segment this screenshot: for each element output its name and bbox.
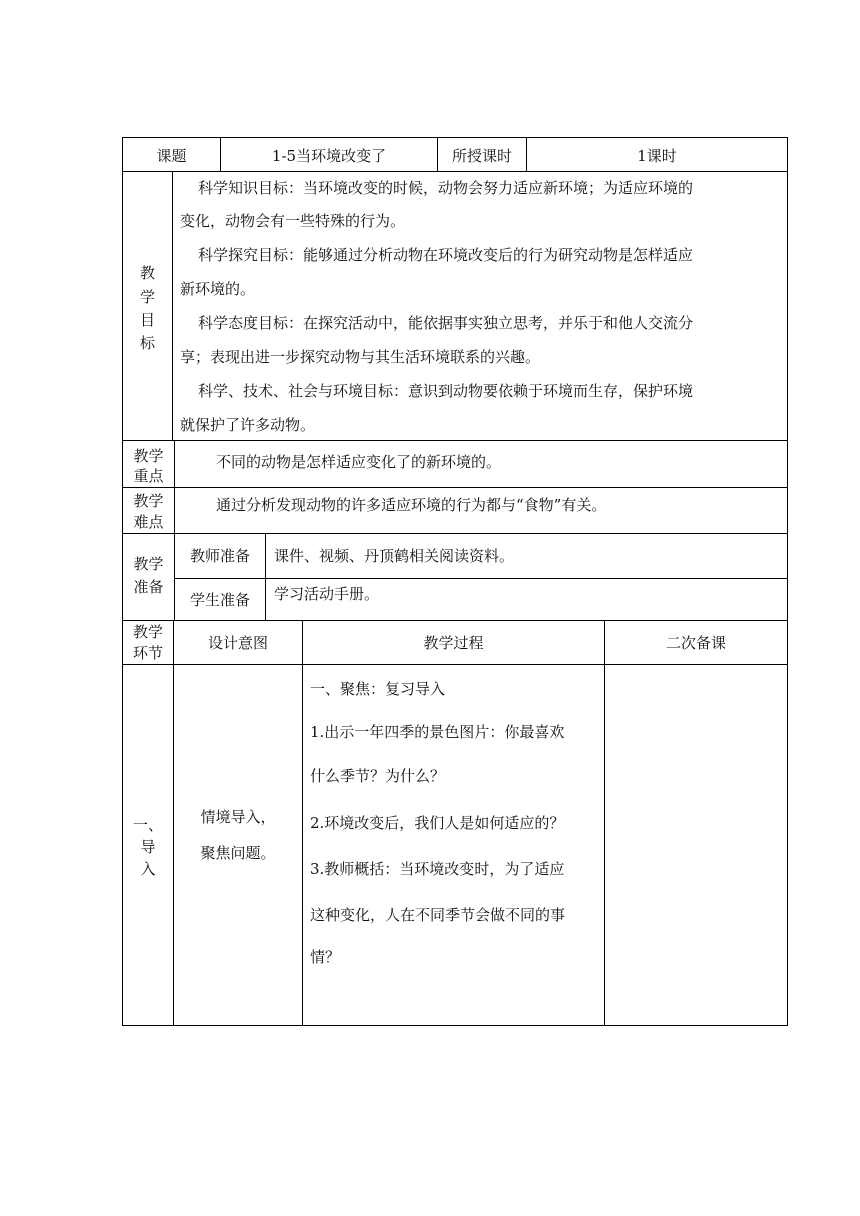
table-border-bottom [122, 1025, 788, 1026]
objectives-label-char: 学 [139, 288, 155, 306]
stage-name: 导 [140, 838, 156, 856]
design-intent: 聚焦问题。 [200, 844, 276, 862]
stage-header: 环节 [132, 644, 163, 662]
process-line: 情？ [310, 948, 341, 966]
objective-line: 科学态度目标：在探究活动中，能依据事实独立思考，并乐于和他人交流分 [198, 314, 694, 332]
process-line: 1.出示一年四季的景色图片：你最喜欢 [310, 723, 565, 741]
process-line: 一、聚焦：复习导入 [310, 680, 446, 698]
table-border-right [787, 137, 788, 1026]
design-header: 设计意图 [207, 634, 268, 652]
key-point-text: 不同的动物是怎样适应变化了的新环境的。 [216, 453, 502, 471]
col-line [302, 620, 303, 1026]
difficulty-label: 难点 [133, 513, 164, 531]
objective-line: 就保护了许多动物。 [180, 416, 316, 434]
table-border-top [122, 137, 788, 138]
student-prep-text: 学习活动手册。 [274, 585, 380, 603]
key-point-label: 重点 [133, 467, 164, 485]
difficulty-text: 通过分析发现动物的许多适应环境的行为都与“食物”有关。 [216, 496, 607, 514]
teacher-prep-text: 课件、视频、丹顶鹤相关阅读资料。 [274, 547, 515, 565]
design-intent: 情境导入， [200, 808, 276, 826]
hours-label: 所授课时 [451, 147, 512, 165]
row-line [122, 440, 788, 441]
objective-line: 科学、技术、社会与环境目标：意识到动物要依赖于环境而生存，保护环境 [198, 382, 694, 400]
row-line [122, 664, 788, 665]
col-line [604, 620, 605, 1026]
row-line [122, 487, 788, 488]
stage-name: 一、 [132, 816, 163, 834]
col-line [174, 440, 175, 534]
objective-line: 享；表现出进一步探究动物与其生活环境联系的兴趣。 [180, 348, 541, 366]
objectives-label-char: 教 [139, 264, 155, 282]
hours-value: 1课时 [637, 147, 677, 165]
objectives-label-char: 目 [139, 311, 155, 329]
process-header: 教学过程 [423, 634, 484, 652]
objectives-label-char: 标 [139, 334, 155, 352]
process-line: 2.环境改变后，我们人是如何适应的？ [310, 814, 565, 832]
secondary-header: 二次备课 [665, 634, 726, 652]
difficulty-label: 教学 [133, 492, 164, 510]
objective-line: 科学探究目标：能够通过分析动物在环境改变后的行为研究动物是怎样适应 [198, 246, 694, 264]
preparation-label: 教学 [133, 555, 164, 573]
col-line [265, 533, 266, 621]
objective-line: 变化，动物会有一些特殊的行为。 [180, 212, 406, 230]
stage-header: 教学 [132, 623, 163, 641]
process-line: 什么季节？为什么？ [310, 767, 446, 785]
process-line: 这种变化，人在不同季节会做不同的事 [310, 906, 566, 924]
stage-name: 入 [140, 860, 156, 878]
row-line [122, 171, 788, 172]
row-line [174, 578, 788, 579]
objective-line: 新环境的。 [180, 280, 256, 298]
student-prep-label: 学生准备 [189, 591, 250, 609]
topic-label: 课题 [156, 147, 187, 165]
preparation-label: 准备 [133, 578, 164, 596]
key-point-label: 教学 [133, 447, 164, 465]
col-line [172, 171, 173, 441]
row-line [122, 533, 788, 534]
row-line [122, 620, 788, 621]
process-line: 3.教师概括：当环境改变时，为了适应 [310, 860, 565, 878]
topic-value: 1-5当环境改变了 [271, 147, 387, 165]
teacher-prep-label: 教师准备 [189, 547, 250, 565]
objective-line: 科学知识目标：当环境改变的时候，动物会努力适应新环境；为适应环境的 [198, 179, 694, 197]
